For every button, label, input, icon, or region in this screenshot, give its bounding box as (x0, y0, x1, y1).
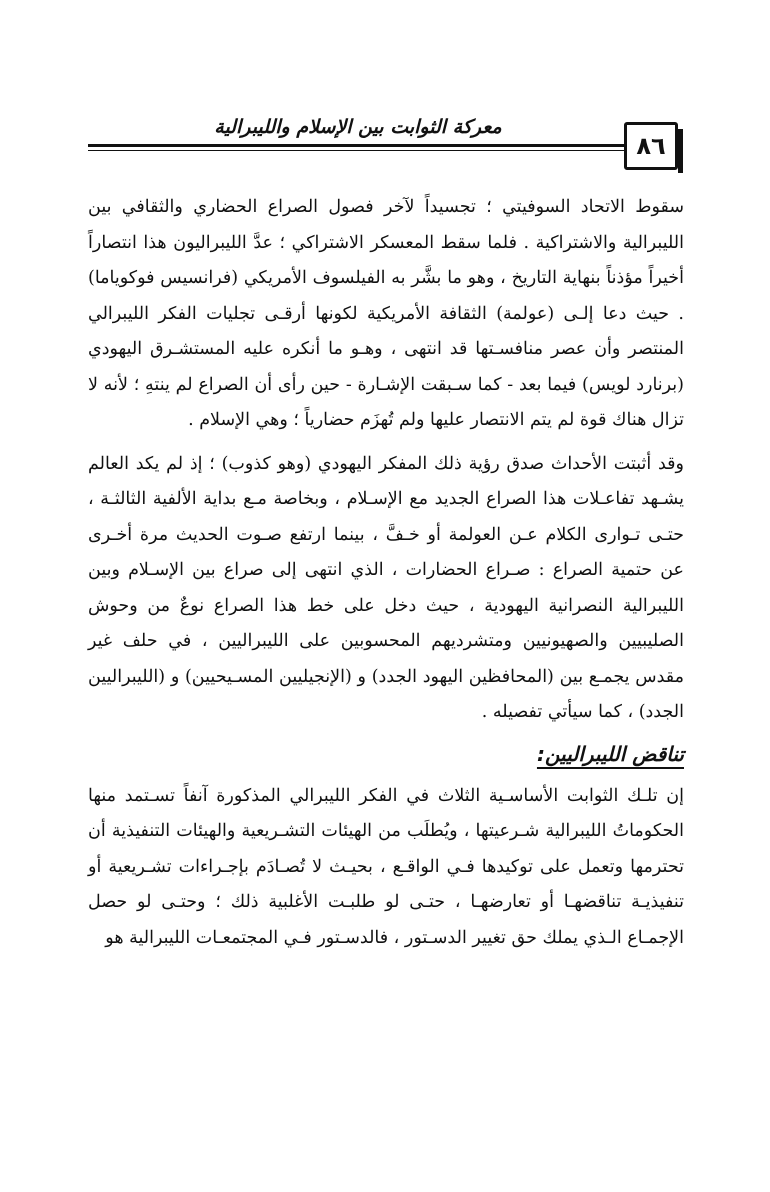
running-title: معركة الثوابت بين الإسلام والليبرالية (214, 116, 502, 138)
page-body (88, 190, 684, 956)
paragraph-2: وقد أثبتت الأحداث صدق رؤية ذلك المفكر اليهودي (وهو كذوب) ؛ إذ لم يكد العالم يشـهد تفاعـلات هذا الصراع الجديد مع الإسـلام ، وبخاصة مـع بداية الألفية الثالثـة ، حتـى تـوارى الكلام عـن العولمة أو خـفَّ ، بينما ارتفع صـوت الحديث مرة أخـرى عن حتمية الصراع : صـراع الحضارات ، الذي انتهى إلى صراع بين الإسـلام وبين الليبرالية النصرانية اليهودية ، حيث دخل على خط هذا الصراع نوعٌ من وحوش الصليبيين والصهيونيين ومتشرديهم المحسوبين على الليبراليين ، في حلف غير مقدس يجمـع بين (المحافظين اليهود الجدد) و (الإنجيليين المسـيحيين) و (الليبراليين الجدد) ، كما سيأتي تفصيله . (88, 453, 684, 722)
page-number: ٨٦ (624, 122, 678, 170)
paragraph-3: إن تلـك الثوابت الأساسـية الثلاث في الفكر الليبرالي المذكورة آنفاً تسـتمد منها الحكوماتُ الليبرالية شـرعيتها ، ويُطلَب من الهيئات التشـريعية والهيئات التنفيذية أن تحترمها وتعمل على توكيدها فـي الواقـع ، بحيـث لا تُصـادَم بإجـراءات تشـريعية أو تنفيذيـة تناقضهـا أو تعارضهـا ، حتـى لو طلبـت الأغلبية ذلك ؛ وحتـى لو حصل الإجمـاع الـذي يملك حق تغيير الدسـتور ، فالدسـتور فـي المجتمعـات الليبرالية هو (88, 785, 684, 948)
header-rule-thick (88, 144, 624, 147)
section-heading: تناقض الليبراليين: (536, 741, 684, 766)
paragraph-1: سقوط الاتحاد السوفيتي ؛ تجسيداً لآخر فصول الصراع الحضاري والثقافي بين الليبرالية والاشتراكية . فلما سقط المعسكر الاشتراكي ؛ عدَّ الليبراليون هذا انتصاراً أخيراً مؤذناً بنهاية التاريخ ، وهو ما بشَّر به الفيلسوف الأمريكي (فرانسيس فوكوياما) . حيث دعا إلـى (عولمة) الثقافة الأمريكية لكونها أرقـى تجليات الفكر الليبرالي المنتصر وأن عصر منافسـتها قد انتهى ، وهـو ما أنكره عليه المستشـرق اليهودي (برنارد لويس) فيما بعد - كما سـبقت الإشـارة - حين رأى أن الصراع لم ينتهِ ؛ لأنه لا تزال هناك قوة لم يتم الانتصار عليها ولم تُهزَم حضارياً ؛ وهي الإسلام . (88, 197, 684, 430)
header-rule-thin (88, 150, 624, 151)
page-header (88, 110, 688, 180)
